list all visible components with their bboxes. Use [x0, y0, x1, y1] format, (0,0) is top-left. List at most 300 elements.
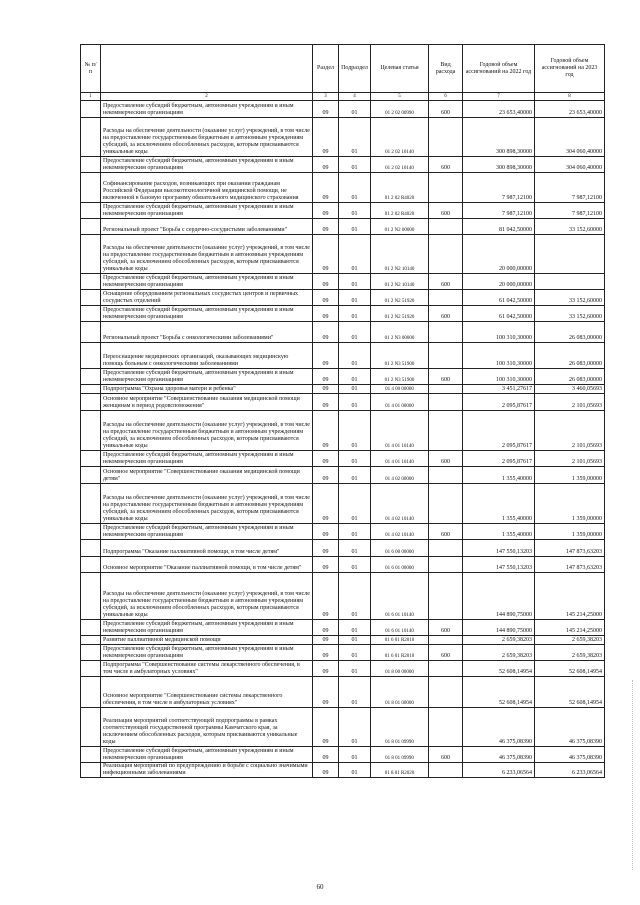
column-number: 5	[371, 93, 429, 101]
row-target-cell: 01 2 N2 00000	[371, 219, 429, 235]
row-section-cell: 09	[313, 173, 339, 203]
row-2023-cell: 33 152,60000	[535, 219, 605, 235]
row-2022-cell: 144 890,75000	[463, 620, 535, 636]
row-target-cell: 01 4 02 00000	[371, 467, 429, 484]
row-section-cell: 09	[313, 219, 339, 235]
row-name-cell: Расходы на обеспечение деятельности (оказание услуг) учреждений, в том числе на предоставление государственным бюджетным и автономным учреждениям субсидий, за исключением обособленных расходов, которым присваиваются уникальные коды	[101, 484, 313, 524]
row-subsection-cell: 01	[339, 636, 371, 645]
row-2022-cell: 46 375,08390	[463, 747, 535, 763]
table-row	[81, 747, 605, 763]
row-2023-cell	[535, 235, 605, 274]
row-target-cell: 01 6 01 10140	[371, 573, 429, 620]
table-row	[81, 157, 605, 173]
row-subsection-cell: 01	[339, 157, 371, 173]
table-row	[81, 573, 605, 620]
row-2022-cell: 1 355,40000	[463, 467, 535, 484]
row-2022-cell: 147 550,13203	[463, 557, 535, 573]
row-type-cell: 600	[429, 203, 463, 219]
row-target-cell: 01 4 01 00000	[371, 394, 429, 411]
row-subsection-cell: 01	[339, 677, 371, 708]
row-subsection-cell: 01	[339, 573, 371, 620]
table-row	[81, 118, 605, 157]
row-target-cell: 01 2 N2 10140	[371, 274, 429, 290]
header-col-num: № п/п	[81, 45, 101, 93]
row-num-cell	[81, 385, 101, 394]
row-section-cell: 09	[313, 306, 339, 322]
row-2022-cell: 61 042,50000	[463, 306, 535, 322]
row-2022-cell: 20 000,00000	[463, 274, 535, 290]
row-target-cell: 01 4 01 10140	[371, 451, 429, 467]
table-row	[81, 219, 605, 235]
row-target-cell: 01 4 00 00000	[371, 385, 429, 394]
row-type-cell: 600	[429, 524, 463, 540]
row-name-cell: Расходы на обеспечение деятельности (оказание услуг) учреждений, в том числе на предоставление государственным бюджетным и автономным учреждениям субсидий, за исключением обособленных расходов, которым присваиваются уникальные коды	[101, 411, 313, 451]
row-section-cell: 09	[313, 524, 339, 540]
margin-scan-mark	[632, 680, 634, 870]
row-num-cell	[81, 451, 101, 467]
column-number-row	[81, 93, 605, 101]
row-section-cell: 09	[313, 290, 339, 306]
row-type-cell	[429, 573, 463, 620]
table-row	[81, 557, 605, 573]
row-name-cell: Оснащение оборудованием региональных сосудистых центров и первичных сосудистых отделений	[101, 290, 313, 306]
row-target-cell: 01 2 02 10140	[371, 118, 429, 157]
row-type-cell	[429, 235, 463, 274]
row-section-cell: 09	[313, 467, 339, 484]
row-name-cell: Региональный проект "Борьба с сердечно-сосудистыми заболеваниями"	[101, 219, 313, 235]
row-type-cell	[429, 343, 463, 369]
row-type-cell: 600	[429, 747, 463, 763]
row-name-cell: Основное мероприятие "Совершенствование оказания медицинской помощи детям"	[101, 467, 313, 484]
row-name-cell: Предоставление субсидий бюджетным, автономным учреждениям и иным некоммерческим организациям	[101, 306, 313, 322]
row-2022-cell: 3 451,27617	[463, 385, 535, 394]
row-name-cell: Основное мероприятие "Оказание паллиативной помощи, в том числе детям"	[101, 557, 313, 573]
row-type-cell	[429, 467, 463, 484]
row-target-cell: 01 2 N2 51920	[371, 290, 429, 306]
row-name-cell: Реализация мероприятий соответствующей подпрограммы в рамках соответствующей государственной программы Камчатского края, за исключением обособленных расходов, которым присваиваются уникальные коды	[101, 708, 313, 747]
row-section-cell: 09	[313, 557, 339, 573]
row-section-cell: 09	[313, 540, 339, 557]
row-type-cell: 600	[429, 645, 463, 661]
row-subsection-cell: 01	[339, 540, 371, 557]
row-num-cell	[81, 173, 101, 203]
row-2023-cell: 3 460,05693	[535, 385, 605, 394]
row-subsection-cell: 01	[339, 484, 371, 524]
row-type-cell	[429, 394, 463, 411]
row-subsection-cell: 01	[339, 467, 371, 484]
table-row	[81, 306, 605, 322]
page-number: 60	[316, 883, 324, 891]
row-section-cell: 09	[313, 235, 339, 274]
row-subsection-cell: 01	[339, 274, 371, 290]
row-2022-cell: 300 898,30000	[463, 157, 535, 173]
row-num-cell	[81, 306, 101, 322]
table-row	[81, 451, 605, 467]
row-2022-cell: 2 095,87617	[463, 451, 535, 467]
column-number: 6	[429, 93, 463, 101]
row-2023-cell: 145 214,25000	[535, 573, 605, 620]
table-row	[81, 645, 605, 661]
row-name-cell: Подпрограмма "Охрана здоровья матери и ребенка"	[101, 385, 313, 394]
row-2023-cell: 52 608,14954	[535, 677, 605, 708]
row-subsection-cell: 01	[339, 322, 371, 343]
row-target-cell: 01 8 01 00000	[371, 677, 429, 708]
row-target-cell: 01 6 01 R2010	[371, 636, 429, 645]
row-name-cell: Переоснащение медицинских организаций, оказывающих медицинскую помощь больным с онкологическими заболеваниями	[101, 343, 313, 369]
row-name-cell: Предоставление субсидий бюджетным, автономным учреждениям и иным некоммерческим организациям	[101, 101, 313, 118]
row-2023-cell: 1 359,00000	[535, 524, 605, 540]
row-section-cell: 09	[313, 636, 339, 645]
row-name-cell: Предоставление субсидий бюджетным, автономным учреждениям и иным некоммерческим организациям	[101, 451, 313, 467]
row-type-cell	[429, 661, 463, 677]
row-2022-cell: 2 659,38203	[463, 636, 535, 645]
row-type-cell: 600	[429, 101, 463, 118]
row-2023-cell: 33 152,60000	[535, 306, 605, 322]
row-num-cell	[81, 747, 101, 763]
row-name-cell: Предоставление субсидий бюджетным, автономным учреждениям и иным некоммерческим организациям	[101, 274, 313, 290]
row-section-cell: 09	[313, 203, 339, 219]
column-number: 4	[339, 93, 371, 101]
row-2023-cell: 52 608,14954	[535, 661, 605, 677]
row-target-cell: 01 2 02 10140	[371, 157, 429, 173]
row-name-cell: Подпрограмма "Совершенствование системы лекарственного обеспечения, в том числе в амбулаторных условиях"	[101, 661, 313, 677]
row-name-cell: Предоставление субсидий бюджетным, автономным учреждениям и иным некоммерческим организациям	[101, 645, 313, 661]
row-2023-cell: 2 659,38203	[535, 636, 605, 645]
row-name-cell: Расходы на обеспечение деятельности (оказание услуг) учреждений, в том числе на предоставление государственным бюджетным и автономным учреждениям субсидий, за исключением обособленных расходов, которым присваиваются уникальные коды	[101, 235, 313, 274]
row-subsection-cell: 01	[339, 557, 371, 573]
table-row	[81, 274, 605, 290]
row-name-cell: Расходы на обеспечение деятельности (оказание услуг) учреждений, в том числе на предоставление государственным бюджетным и автономным учреждениям субсидий, за исключением обособленных расходов, которым присваиваются уникальные коды	[101, 573, 313, 620]
row-num-cell	[81, 203, 101, 219]
table-row	[81, 394, 605, 411]
table-row	[81, 173, 605, 203]
row-section-cell: 09	[313, 394, 339, 411]
row-2023-cell	[535, 274, 605, 290]
row-target-cell: 01 6 01 10140	[371, 620, 429, 636]
row-type-cell	[429, 411, 463, 451]
header-col-name	[101, 45, 313, 93]
row-section-cell: 09	[313, 645, 339, 661]
row-subsection-cell: 01	[339, 763, 371, 778]
row-num-cell	[81, 290, 101, 306]
row-2023-cell: 33 152,60000	[535, 290, 605, 306]
row-2023-cell: 1 359,00000	[535, 484, 605, 524]
table-row	[81, 708, 605, 747]
row-2023-cell: 147 873,63203	[535, 557, 605, 573]
row-num-cell	[81, 557, 101, 573]
row-target-cell: 01 2 02 00990	[371, 101, 429, 118]
row-subsection-cell: 01	[339, 118, 371, 157]
table-row	[81, 467, 605, 484]
row-num-cell	[81, 661, 101, 677]
row-type-cell	[429, 540, 463, 557]
row-subsection-cell: 01	[339, 708, 371, 747]
row-2023-cell: 304 060,40000	[535, 157, 605, 173]
row-2023-cell: 26 083,00000	[535, 369, 605, 385]
row-section-cell: 09	[313, 677, 339, 708]
column-number: 8	[535, 93, 605, 101]
row-2023-cell: 46 375,08390	[535, 708, 605, 747]
row-target-cell: 01 8 01 09990	[371, 747, 429, 763]
row-num-cell	[81, 235, 101, 274]
row-2022-cell: 7 987,12100	[463, 173, 535, 203]
row-num-cell	[81, 343, 101, 369]
row-target-cell: 01 2 N3 00000	[371, 322, 429, 343]
row-2023-cell: 147 873,63203	[535, 540, 605, 557]
row-2023-cell: 26 083,00000	[535, 343, 605, 369]
row-name-cell: Софинансирование расходов, возникающих при оказании гражданам Российской Федерации высокотехнологичной медицинской помощи, не включенной в базовую программу обязательного медицинского страхования	[101, 173, 313, 203]
row-target-cell: 01 2 N2 10140	[371, 235, 429, 274]
row-2022-cell: 1 355,40000	[463, 524, 535, 540]
row-num-cell	[81, 677, 101, 708]
row-2022-cell: 147 550,13203	[463, 540, 535, 557]
row-section-cell: 09	[313, 411, 339, 451]
row-subsection-cell: 01	[339, 411, 371, 451]
row-section-cell: 09	[313, 157, 339, 173]
row-subsection-cell: 01	[339, 661, 371, 677]
row-name-cell: Предоставление субсидий бюджетным, автономным учреждениям и иным некоммерческим организациям	[101, 203, 313, 219]
row-type-cell	[429, 484, 463, 524]
row-target-cell: 01 8 01 R2020	[371, 763, 429, 778]
row-type-cell: 600	[429, 451, 463, 467]
header-col-2023: Годовой объем ассигнований на 2023 год	[535, 45, 605, 93]
row-2023-cell: 46 375,08390	[535, 747, 605, 763]
row-num-cell	[81, 101, 101, 118]
row-subsection-cell: 01	[339, 219, 371, 235]
table-row	[81, 677, 605, 708]
row-num-cell	[81, 411, 101, 451]
row-name-cell: Предоставление субсидий бюджетным, автономным учреждениям и иным некоммерческим организациям	[101, 620, 313, 636]
row-type-cell	[429, 636, 463, 645]
row-target-cell: 01 2 N3 51900	[371, 369, 429, 385]
row-type-cell	[429, 708, 463, 747]
row-num-cell	[81, 620, 101, 636]
row-subsection-cell: 01	[339, 343, 371, 369]
row-2022-cell: 20 000,00000	[463, 235, 535, 274]
table-row	[81, 322, 605, 343]
row-subsection-cell: 01	[339, 101, 371, 118]
row-2023-cell: 7 987,12100	[535, 203, 605, 219]
row-target-cell: 01 4 02 10140	[371, 484, 429, 524]
header-col-subsection: Подраздел	[339, 45, 371, 93]
row-2022-cell: 144 890,75000	[463, 573, 535, 620]
row-subsection-cell: 01	[339, 645, 371, 661]
table-row	[81, 235, 605, 274]
row-2023-cell: 304 060,40000	[535, 118, 605, 157]
row-2022-cell: 61 042,50000	[463, 290, 535, 306]
row-type-cell	[429, 118, 463, 157]
table-row	[81, 385, 605, 394]
row-type-cell	[429, 322, 463, 343]
row-target-cell: 01 2 02 R4020	[371, 203, 429, 219]
row-name-cell: Реализация мероприятий по предупреждению и борьбе с социально значимыми инфекционными заболеваниями	[101, 763, 313, 778]
row-num-cell	[81, 369, 101, 385]
row-subsection-cell: 01	[339, 524, 371, 540]
table-row	[81, 763, 605, 778]
row-section-cell: 09	[313, 620, 339, 636]
row-type-cell: 600	[429, 369, 463, 385]
row-section-cell: 09	[313, 451, 339, 467]
table-row	[81, 540, 605, 557]
row-section-cell: 09	[313, 322, 339, 343]
row-type-cell: 600	[429, 306, 463, 322]
table-header-row	[81, 45, 605, 93]
row-num-cell	[81, 118, 101, 157]
row-type-cell	[429, 557, 463, 573]
column-number: 3	[313, 93, 339, 101]
table-row	[81, 620, 605, 636]
row-section-cell: 09	[313, 708, 339, 747]
row-2023-cell: 7 987,12100	[535, 173, 605, 203]
row-section-cell: 09	[313, 747, 339, 763]
row-2022-cell: 2 095,87617	[463, 394, 535, 411]
row-2023-cell: 2 101,05693	[535, 394, 605, 411]
row-num-cell	[81, 274, 101, 290]
row-2022-cell: 100 310,30000	[463, 322, 535, 343]
row-type-cell	[429, 385, 463, 394]
row-type-cell	[429, 290, 463, 306]
row-2023-cell: 2 101,05693	[535, 411, 605, 451]
row-2022-cell: 52 608,14954	[463, 661, 535, 677]
row-target-cell: 01 4 02 10140	[371, 524, 429, 540]
row-target-cell: 01 6 00 00000	[371, 540, 429, 557]
row-type-cell: 600	[429, 274, 463, 290]
row-type-cell	[429, 763, 463, 778]
row-section-cell: 09	[313, 274, 339, 290]
row-subsection-cell: 01	[339, 620, 371, 636]
row-2023-cell: 23 653,40000	[535, 101, 605, 118]
budget-table	[80, 44, 605, 778]
row-section-cell: 09	[313, 369, 339, 385]
row-num-cell	[81, 540, 101, 557]
row-2022-cell: 300 898,30000	[463, 118, 535, 157]
table-row	[81, 203, 605, 219]
row-2023-cell: 26 083,00000	[535, 322, 605, 343]
table-row	[81, 636, 605, 645]
row-type-cell: 600	[429, 620, 463, 636]
budget-table-sheet	[80, 44, 604, 778]
row-name-cell: Основное мероприятие "Совершенствование системы лекарственного обеспечения, в том числе в амбулаторных условиях"	[101, 677, 313, 708]
column-number: 2	[101, 93, 313, 101]
table-body	[81, 101, 605, 778]
row-name-cell: Расходы на обеспечение деятельности (оказание услуг) учреждений, в том числе на предоставление государственным бюджетным и автономным учреждениям субсидий, за исключением обособленных расходов, которым присваиваются уникальные коды	[101, 118, 313, 157]
row-2022-cell: 2 095,87617	[463, 411, 535, 451]
row-2023-cell: 2 659,38203	[535, 645, 605, 661]
row-2023-cell: 2 101,05693	[535, 451, 605, 467]
row-num-cell	[81, 157, 101, 173]
row-name-cell: Развитие паллиативной медицинской помощи	[101, 636, 313, 645]
row-subsection-cell: 01	[339, 394, 371, 411]
row-target-cell: 01 2 N3 51900	[371, 343, 429, 369]
table-row	[81, 101, 605, 118]
table-row	[81, 343, 605, 369]
row-2022-cell: 46 375,08390	[463, 708, 535, 747]
row-num-cell	[81, 467, 101, 484]
row-2022-cell: 100 310,30000	[463, 369, 535, 385]
row-type-cell	[429, 173, 463, 203]
row-2022-cell: 2 659,38203	[463, 645, 535, 661]
row-num-cell	[81, 708, 101, 747]
row-target-cell: 01 2 N2 51920	[371, 306, 429, 322]
row-name-cell: Предоставление субсидий бюджетным, автономным учреждениям и иным некоммерческим организациям	[101, 157, 313, 173]
row-section-cell: 09	[313, 118, 339, 157]
row-section-cell: 09	[313, 661, 339, 677]
table-row	[81, 661, 605, 677]
column-number: 1	[81, 93, 101, 101]
row-2022-cell: 100 310,30000	[463, 343, 535, 369]
row-name-cell: Подпрограмма "Оказание паллиативной помощи, в том числе детям"	[101, 540, 313, 557]
row-2023-cell: 6 233,06564	[535, 763, 605, 778]
row-2022-cell: 6 233,06564	[463, 763, 535, 778]
row-name-cell: Основное мероприятие "Совершенствование оказания медицинской помощи женщинам в период родовспоможения"	[101, 394, 313, 411]
row-target-cell: 01 8 01 09990	[371, 708, 429, 747]
table-row	[81, 411, 605, 451]
row-section-cell: 09	[313, 101, 339, 118]
row-num-cell	[81, 636, 101, 645]
row-target-cell: 01 6 01 R2010	[371, 645, 429, 661]
row-subsection-cell: 01	[339, 203, 371, 219]
header-col-target: Целевая статья	[371, 45, 429, 93]
header-col-2022: Годовой объем ассигнований на 2022 год	[463, 45, 535, 93]
row-num-cell	[81, 322, 101, 343]
row-target-cell: 01 4 01 10140	[371, 411, 429, 451]
row-name-cell: Региональный проект "Борьба с онкологическими заболеваниями"	[101, 322, 313, 343]
row-section-cell: 09	[313, 573, 339, 620]
row-section-cell: 09	[313, 763, 339, 778]
row-2022-cell: 1 355,40000	[463, 484, 535, 524]
table-row	[81, 524, 605, 540]
row-2022-cell: 52 608,14954	[463, 677, 535, 708]
row-subsection-cell: 01	[339, 385, 371, 394]
row-2022-cell: 23 653,40000	[463, 101, 535, 118]
row-num-cell	[81, 524, 101, 540]
header-col-section: Раздел	[313, 45, 339, 93]
row-num-cell	[81, 573, 101, 620]
table-row	[81, 290, 605, 306]
row-subsection-cell: 01	[339, 235, 371, 274]
row-section-cell: 09	[313, 385, 339, 394]
row-subsection-cell: 01	[339, 747, 371, 763]
row-target-cell: 01 2 02 R4020	[371, 173, 429, 203]
row-num-cell	[81, 394, 101, 411]
row-2022-cell: 81 042,50000	[463, 219, 535, 235]
row-name-cell: Предоставление субсидий бюджетным, автономным учреждениям и иным некоммерческим организациям	[101, 747, 313, 763]
row-section-cell: 09	[313, 343, 339, 369]
row-section-cell: 09	[313, 484, 339, 524]
row-name-cell: Предоставление субсидий бюджетным, автономным учреждениям и иным некоммерческим организациям	[101, 524, 313, 540]
row-num-cell	[81, 645, 101, 661]
column-number: 7	[463, 93, 535, 101]
row-subsection-cell: 01	[339, 306, 371, 322]
row-type-cell	[429, 219, 463, 235]
row-target-cell: 01 8 00 00000	[371, 661, 429, 677]
row-2022-cell: 7 987,12100	[463, 203, 535, 219]
row-subsection-cell: 01	[339, 290, 371, 306]
row-type-cell	[429, 677, 463, 708]
table-row	[81, 484, 605, 524]
row-2023-cell: 1 359,00000	[535, 467, 605, 484]
header-col-exp-type: Вид расхода	[429, 45, 463, 93]
row-type-cell: 600	[429, 157, 463, 173]
table-row	[81, 369, 605, 385]
row-num-cell	[81, 763, 101, 778]
row-num-cell	[81, 219, 101, 235]
row-subsection-cell: 01	[339, 173, 371, 203]
row-subsection-cell: 01	[339, 451, 371, 467]
row-2023-cell: 145 214,25000	[535, 620, 605, 636]
row-target-cell: 01 6 01 00000	[371, 557, 429, 573]
row-num-cell	[81, 484, 101, 524]
